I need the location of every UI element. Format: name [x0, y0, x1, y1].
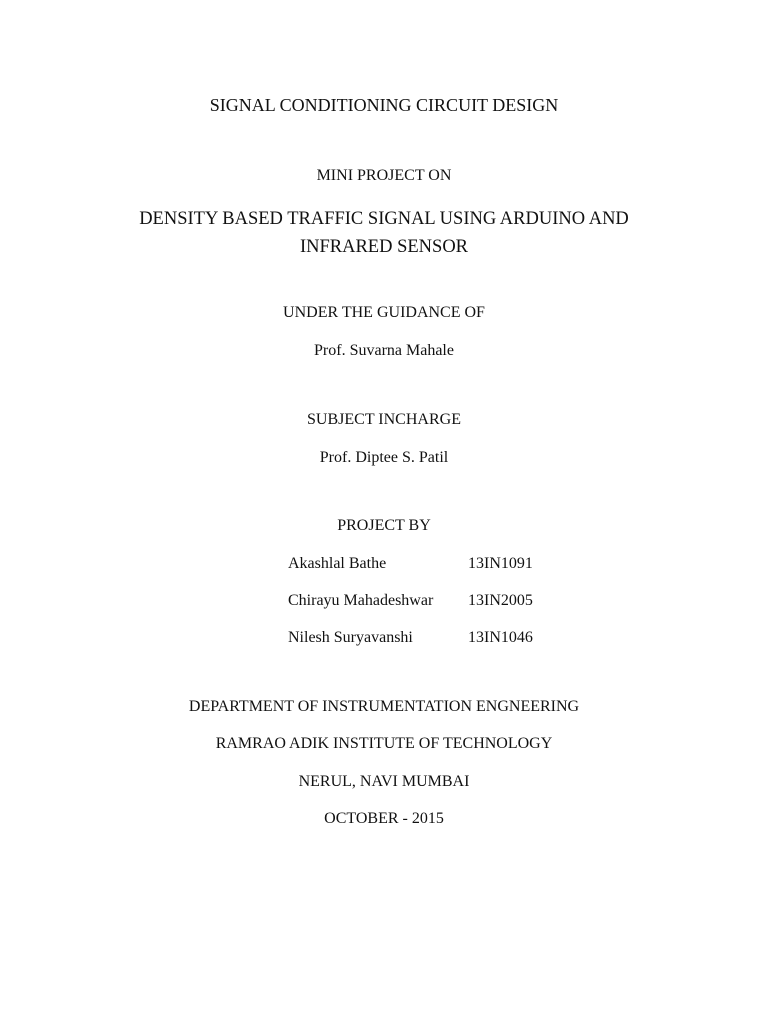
project-title	[0, 205, 768, 261]
institute-name: RAMRAO ADIK INSTITUTE OF TECHNOLOGY	[215, 735, 553, 752]
member-roll-number: 13IN1091	[468, 555, 533, 572]
institute-location: NERUL, NAVI MUMBAI	[298, 773, 470, 790]
member-name: Chirayu Mahadeshwar	[288, 592, 434, 609]
subject-incharge-label: SUBJECT INCHARGE	[307, 411, 461, 428]
project-by-label: PROJECT BY	[337, 517, 431, 534]
department-name: DEPARTMENT OF INSTRUMENTATION ENGNEERING	[188, 698, 580, 715]
submission-date: OCTOBER - 2015	[324, 810, 444, 827]
mini-project-label: MINI PROJECT ON	[316, 167, 452, 184]
member-row	[288, 556, 533, 593]
guidance-label: UNDER THE GUIDANCE OF	[283, 304, 485, 321]
member-name: Akashlal Bathe	[288, 555, 387, 572]
member-name: Nilesh Suryavanshi	[288, 629, 413, 646]
subject-incharge-name: Prof. Diptee S. Patil	[319, 449, 449, 466]
project-title-line-1: DENSITY BASED TRAFFIC SIGNAL USING ARDUINO AND	[139, 209, 629, 229]
member-row	[288, 593, 533, 630]
guide-name: Prof. Suvarna Mahale	[314, 342, 454, 359]
member-roll-number: 13IN1046	[468, 629, 533, 646]
members-list	[288, 556, 533, 667]
member-roll-number: 13IN2005	[468, 592, 533, 609]
member-row	[288, 630, 533, 667]
project-title-line-2: INFRARED SENSOR	[299, 237, 469, 257]
course-title: SIGNAL CONDITIONING CIRCUIT DESIGN	[209, 95, 559, 115]
